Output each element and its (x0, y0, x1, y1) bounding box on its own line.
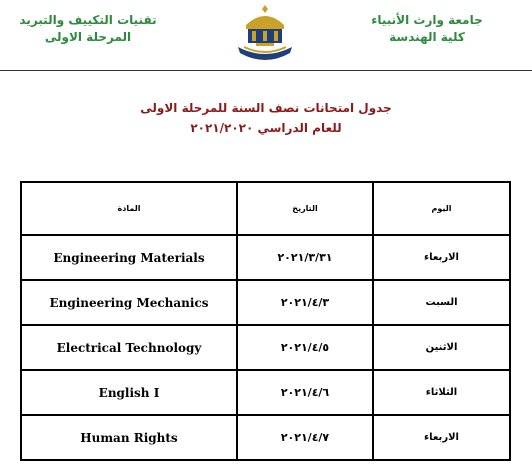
table-row (21, 325, 510, 370)
header-divider (0, 70, 532, 71)
day-cell: السبت (373, 280, 510, 325)
day-cell: الاربعاء (373, 235, 510, 280)
stage-name: المرحلة الاولى (44, 30, 132, 44)
date-cell: ٢٠٢١/٣/٣١ (237, 235, 373, 280)
schedule-title: جدول امتحانات نصف السنة للمرحلة الاولى (140, 101, 392, 115)
column-header-subject: المادة (21, 182, 237, 235)
day-cell: الاربعاء (373, 415, 510, 460)
table-header-row (21, 182, 510, 235)
date-cell: ٢٠٢١/٤/٣ (237, 280, 373, 325)
university-name: جامعة وارث الأنبياء (371, 13, 483, 27)
subject-cell: Human Rights (21, 415, 237, 460)
date-cell: ٢٠٢١/٤/٦ (237, 370, 373, 415)
column-header-date: التاريخ (237, 182, 373, 235)
date-cell: ٢٠٢١/٤/٧ (237, 415, 373, 460)
day-cell: الثلاثاء (373, 370, 510, 415)
table-row (21, 370, 510, 415)
academic-year: للعام الدراسي ٢٠٢١/٢٠٢٠ (190, 121, 342, 135)
subject-cell: English I (21, 370, 237, 415)
table-row (21, 415, 510, 460)
day-cell: الاثنين (373, 325, 510, 370)
column-header-day: اليوم (373, 182, 510, 235)
subject-cell: Engineering Mechanics (21, 280, 237, 325)
university-seal-logo (232, 3, 298, 67)
department-header (18, 12, 158, 46)
college-name: كلية الهندسة (389, 30, 465, 44)
table-row (21, 235, 510, 280)
university-header (352, 12, 502, 46)
table-row (21, 280, 510, 325)
date-cell: ٢٠٢١/٤/٥ (237, 325, 373, 370)
subject-cell: Electrical Technology (21, 325, 237, 370)
department-name: تقنيات التكييف والتبريد (19, 13, 157, 27)
exam-schedule-table (20, 181, 511, 461)
subject-cell: Engineering Materials (21, 235, 237, 280)
